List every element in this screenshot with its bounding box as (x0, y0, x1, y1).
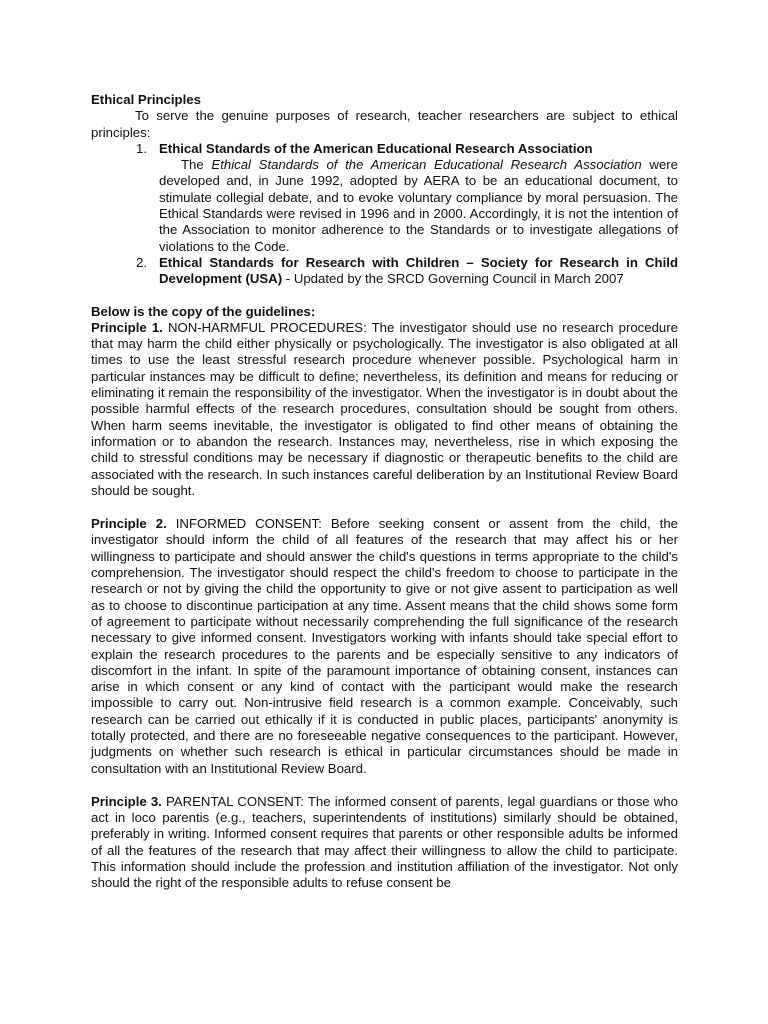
list-item (91, 141, 678, 255)
document-page (91, 92, 678, 892)
standards-list (91, 141, 678, 288)
principle-label: Principle 2. (91, 516, 167, 532)
list-item-title-line (159, 255, 678, 288)
body-italic-title: Ethical Standards of the American Educational Research Association (211, 157, 642, 173)
list-item-body (159, 157, 678, 255)
guidelines-heading: Below is the copy of the guidelines: (91, 303, 316, 319)
list-item-number: 1. (136, 140, 147, 156)
principle-paragraph (91, 516, 678, 777)
intro-paragraph: To serve the genuine purposes of research, teacher researchers are subject to ethical principles: (91, 108, 678, 140)
list-item (91, 255, 678, 288)
body-lead: The (181, 157, 212, 173)
principle-label: Principle 3. (91, 793, 162, 809)
body-rest: were developed and, in June 1992, adopted by AERA to be an educational document, to stimulate collegial debate, and to evoke voluntary compliance by moral persuasion. The Ethical Standards were revised in 1996 and in 2000. Accordingly, it is not the intention of the Association to monitor adherence to the Standards or to investigate allegations of violations to the Code. (159, 157, 678, 254)
principle-text: NON-HARMFUL PROCEDURES: The investigator should use no research procedure that may harm the child either physically or psychologically. The investigator is also obligated at all times to use the least stressful research procedure whenever possible. Psychological harm in particular instances may be difficult to define; nevertheless, its definition and means for reducing or eliminating it remain the responsibility of the investigator. When the investigator is in doubt about the possible harmful effects of the research procedures, consultation should be sought from others. When harm seems inevitable, the investigator is obligated to find other means of obtaining the information or to abandon the research. Instances may, nevertheless, rise in which exposing the child to stressful conditions may be necessary if diagnostic or therapeutic benefits to the child are associated with the research. In such instances careful deliberation by an Institutional Review Board should be sought. (91, 319, 678, 498)
principle-paragraph (91, 320, 678, 499)
list-item-title: Ethical Standards of the American Educational Research Association (159, 140, 593, 156)
document-title: Ethical Principles (91, 92, 201, 107)
principle-label: Principle 1. (91, 319, 163, 335)
list-item-title: Ethical Standards for Research with Children – Society for Research in Child Development (USA) (159, 254, 678, 287)
principle-text: INFORMED CONSENT: Before seeking consent or assent from the child, the investigator should inform the child of all features of the research that may affect his or her willingness to participate and should answer the child's questions in terms appropriate to the child's comprehension. The investigator should respect the child's freedom to choose to participate in the research or not by giving the child the opportunity to give or not give assent to participation as well as to choose to discontinue participation at any time. Assent means that the child shows some form of agreement to participate without necessarily comprehending the full significance of the research necessary to give informed consent. Investigators working with infants should take special effort to explain the research procedures to the parents and be especially sensitive to any indicators of discomfort in the infant. In spite of the paramount importance of obtaining consent, instances can arise in which consent or any kind of contact with the participant would make the research impossible to carry out. Non-intrusive field research is a common example. Conceivably, such research can be carried out ethically if it is conducted in public places, participants' anonymity is totally protected, and there are no foreseeable negative consequences to the participant. However, judgments on whether such research is ethical in particular circumstances should be made in consultation with an Institutional Review Board. (91, 516, 678, 776)
list-item-number: 2. (136, 254, 147, 270)
list-item-title-suffix: - Updated by the SRCD Governing Council in March 2007 (282, 271, 624, 287)
principle-text: PARENTAL CONSENT: The informed consent of parents, legal guardians or those who act in loco parentis (e.g., teachers, superintendents of institutions) similarly should be obtained, preferably in writing. Informed consent requires that parents or other responsible adults be informed of all the features of the research that may affect their willingness to allow the child to participate. This information should include the profession and institution affiliation of the investigator. Not only should the right of the responsible adults to refuse consent be (91, 793, 678, 891)
principle-paragraph (91, 794, 678, 892)
